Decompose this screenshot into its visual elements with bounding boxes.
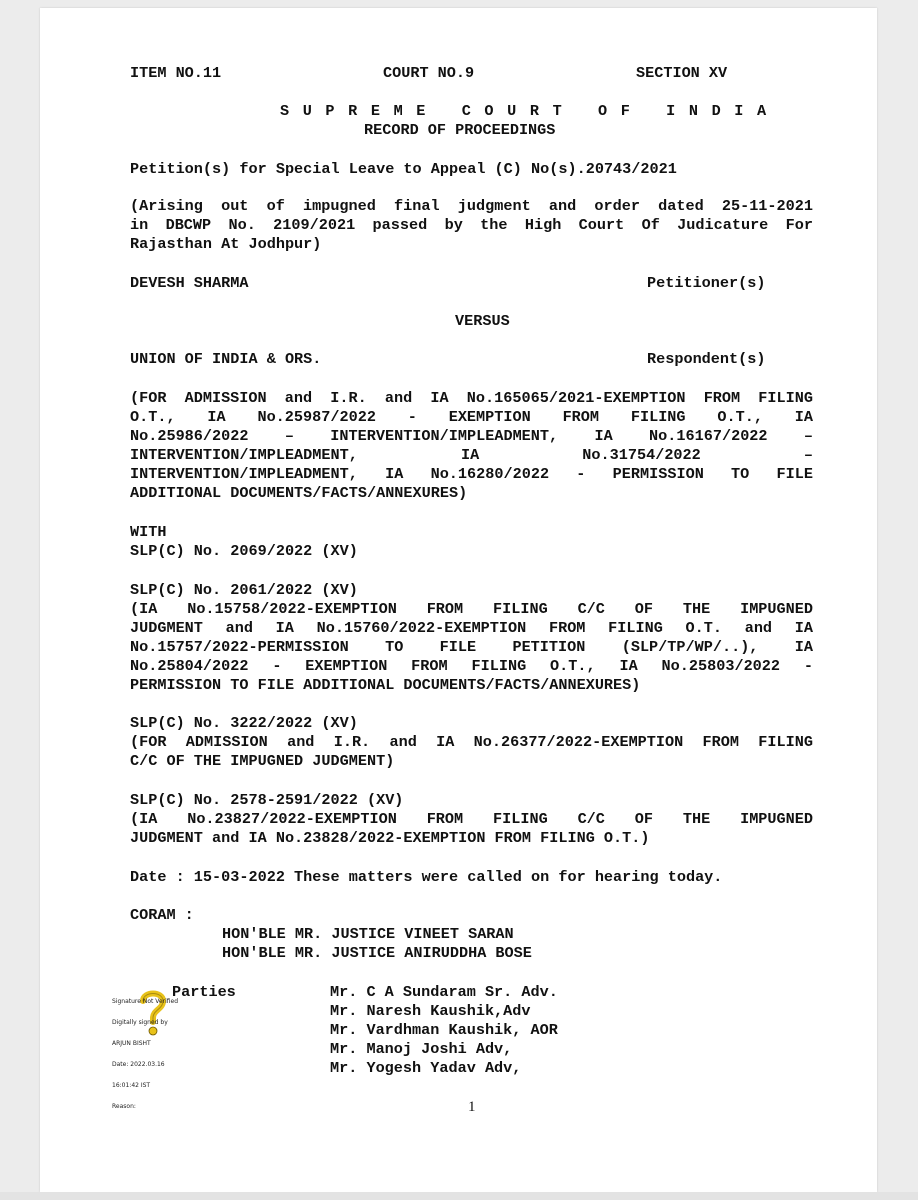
versus-label: VERSUS — [455, 312, 510, 330]
signature-line: Date: 2022.03.16 — [112, 1061, 165, 1068]
slp-ia-line: PERMISSION TO FILE ADDITIONAL DOCUMENTS/FACTS/ANNEXURES) — [130, 676, 641, 694]
arising-line: (Arising out of impugned final judgment and order dated 25-11-2021 — [130, 197, 813, 215]
section-label: SECTION XV — [636, 64, 728, 82]
ia-line: No.25986/2022 – INTERVENTION/IMPLEADMENT, IA No.16167/2022 – — [130, 427, 813, 445]
counsel-name: Mr. Yogesh Yadav Adv, — [330, 1059, 522, 1077]
judge-name: HON'BLE MR. JUSTICE VINEET SARAN — [222, 925, 514, 943]
court-number: COURT NO.9 — [383, 64, 475, 82]
document-page — [40, 8, 877, 1192]
counsel-name: Mr. Manoj Joshi Adv, — [330, 1040, 513, 1058]
counsel-name: Mr. Vardhman Kaushik, AOR — [330, 1021, 558, 1039]
slp-ia-line: (IA No.23827/2022-EXEMPTION FROM FILING C/C OF THE IMPUGNED — [130, 810, 813, 828]
hearing-date-line: Date : 15-03-2022 These matters were called on for hearing today. — [130, 868, 723, 886]
slp-title: SLP(C) No. 2069/2022 (XV) — [130, 542, 358, 560]
signature-line: Reason: — [112, 1103, 136, 1110]
coram-label: CORAM : — [130, 906, 194, 924]
viewer-background — [0, 1192, 918, 1200]
slp-ia-line: No.25804/2022 - EXEMPTION FROM FILING O.T., IA No.25803/2022 - — [130, 657, 813, 675]
court-name-title: SUPREME COURT OF INDIA — [280, 102, 780, 120]
slp-title: SLP(C) No. 2578-2591/2022 (XV) — [130, 791, 404, 809]
petitioner-name: DEVESH SHARMA — [130, 274, 249, 292]
digital-signature-stamp[interactable] — [112, 984, 179, 1110]
signature-line: Signature Not Verified — [112, 998, 179, 1005]
petitioner-role: Petitioner(s) — [647, 274, 766, 292]
signature-line: ARJUN BISHT — [112, 1040, 151, 1047]
with-label: WITH — [130, 523, 167, 541]
signature-line: Digitally signed by — [112, 1019, 168, 1026]
arising-line: in DBCWP No. 2109/2021 passed by the High Court Of Judicature For — [130, 216, 813, 234]
petition-line: Petition(s) for Special Leave to Appeal (C) No(s).20743/2021 — [130, 160, 677, 178]
slp-ia-line: JUDGMENT and IA No.15760/2022-EXEMPTION FROM FILING O.T. and IA — [130, 619, 813, 637]
judge-name: HON'BLE MR. JUSTICE ANIRUDDHA BOSE — [222, 944, 532, 962]
slp-title: SLP(C) No. 3222/2022 (XV) — [130, 714, 358, 732]
ia-line: INTERVENTION/IMPLEADMENT, IA No.16280/2022 - PERMISSION TO FILE — [130, 465, 813, 483]
respondent-role: Respondent(s) — [647, 350, 766, 368]
ia-line: ADDITIONAL DOCUMENTS/FACTS/ANNEXURES) — [130, 484, 468, 502]
counsel-name: Mr. C A Sundaram Sr. Adv. — [330, 983, 558, 1001]
slp-ia-line: (IA No.15758/2022-EXEMPTION FROM FILING C/C OF THE IMPUGNED — [130, 600, 813, 618]
signature-line: 16:01:42 IST — [112, 1082, 151, 1089]
page-number: 1 — [468, 1099, 476, 1115]
slp-ia-line: C/C OF THE IMPUGNED JUDGMENT) — [130, 752, 395, 770]
item-number: ITEM NO.11 — [130, 64, 222, 82]
counsel-name: Mr. Naresh Kaushik,Adv — [330, 1002, 531, 1020]
slp-ia-line: No.15757/2022-PERMISSION TO FILE PETITION (SLP/TP/WP/..), IA — [130, 638, 813, 656]
slp-ia-line: (FOR ADMISSION and I.R. and IA No.26377/2022-EXEMPTION FROM FILING — [130, 733, 813, 751]
respondent-name: UNION OF INDIA & ORS. — [130, 350, 322, 368]
record-subtitle: RECORD OF PROCEEDINGS — [364, 121, 556, 139]
slp-title: SLP(C) No. 2061/2022 (XV) — [130, 581, 358, 599]
ia-line: O.T., IA No.25987/2022 - EXEMPTION FROM FILING O.T., IA — [130, 408, 813, 426]
arising-line: Rajasthan At Jodhpur) — [130, 235, 322, 253]
parties-label: Parties — [172, 983, 236, 1001]
ia-line: INTERVENTION/IMPLEADMENT, IA No.31754/2022 – — [130, 446, 813, 464]
ia-line: (FOR ADMISSION and I.R. and IA No.165065/2021-EXEMPTION FROM FILING — [130, 389, 813, 407]
slp-ia-line: JUDGMENT and IA No.23828/2022-EXEMPTION FROM FILING O.T.) — [130, 829, 650, 847]
